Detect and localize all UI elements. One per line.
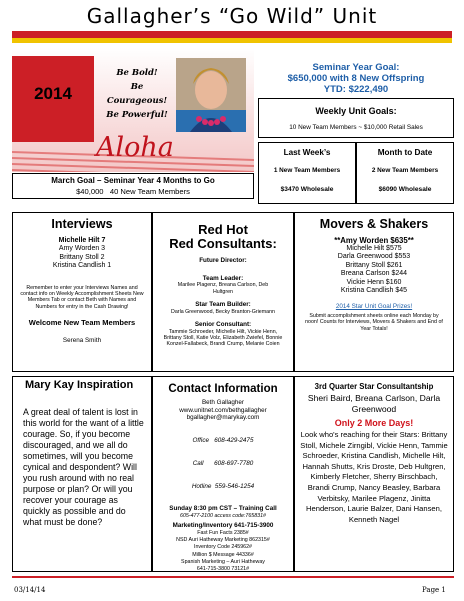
- march-goal-members: 40 New Team Members: [109, 187, 190, 196]
- contact-phone: Hotline 559-546-1254: [191, 482, 255, 490]
- red-hot-title-line-1: Red Hot: [198, 222, 248, 237]
- contact-phone: Call 608-697-7780: [192, 459, 254, 467]
- month-to-date-members: 2 New Team Members: [371, 167, 439, 174]
- slogan-line-3: Be Powerful!: [106, 110, 168, 120]
- last-week-members: 1 New Team Members: [273, 167, 341, 174]
- red-hot-box: [152, 212, 294, 372]
- march-goal-box: [12, 173, 254, 199]
- seminar-goal-title: Seminar Year Goal:: [312, 62, 400, 73]
- senior-names: Tammie Schroeder, Michelle Hilt, Vickie Henn, Brittany Stoll, Katie Volz, Elizabeth Zwiefel, Bonnie Konzel-Fallabeck, Brandi Crump, Melanie Coien: [163, 328, 283, 348]
- movers-item: Vickie Henn $160: [346, 278, 402, 286]
- star-names: Sheri Baird, Breana Carlson, Darla Greenwood: [307, 393, 441, 414]
- seminar-ytd: YTD: $222,490: [323, 84, 389, 95]
- aloha-text: Aloha: [96, 132, 174, 163]
- weekly-goals-box: [258, 98, 454, 138]
- contact-phones: [153, 422, 293, 506]
- march-goal-amount: $40,000: [76, 187, 104, 196]
- movers-list: [295, 245, 453, 295]
- marketing-line: Million $ Message 44336#: [192, 551, 254, 558]
- star-title: 3rd Quarter Star Consultantship: [314, 382, 434, 391]
- movers-top: **Amy Worden $635**: [334, 236, 414, 245]
- contact-website[interactable]: www.unitnet.com/bethgallagher: [179, 406, 267, 414]
- contact-email[interactable]: bgallagher@marykay.com: [186, 414, 260, 422]
- senior-label: Senior Consultant:: [194, 321, 252, 328]
- header-stripe-gold: [12, 38, 452, 43]
- interviews-title: Interviews: [51, 217, 113, 231]
- prizes-link[interactable]: 2014 Star Unit Goal Prizes!: [335, 303, 413, 311]
- red-hot-title: [153, 223, 293, 251]
- weekly-goals-title: Weekly Unit Goals:: [315, 106, 397, 116]
- movers-item: Brittany Stoll $261: [345, 261, 403, 269]
- marketing-line: Fast Fun Facts 2385#: [197, 529, 249, 536]
- footer-rule: [12, 576, 454, 578]
- slogan-line-1: Be Bold!: [116, 68, 158, 78]
- page-title: Gallagher’s “Go Wild” Unit: [86, 4, 378, 28]
- star-reaching: Look who's reaching for their Stars: Brittany Stoll, Michele Zirngibl, Vickie Henn, Tammie Schroeder, Kristina Candlish, Michelle Hilt, Hannah Shutts, Kris Droste, Deb Hultgren, Kimberly Fletcher, Sherry Birschbach, Brandi Crump, Nancy Beasley, Barbara Verbitsky, Marilee Plagenz, Jinitta Henderson, Laurie Balzer, Dani Hansen, Kenneth Nagel: [300, 430, 448, 524]
- contact-phone: Office 608-429-2475: [192, 436, 254, 444]
- interviews-box: [12, 212, 152, 372]
- future-director-label: Future Director:: [199, 257, 247, 264]
- aloha-banner: [12, 48, 254, 172]
- interviews-note: Remember to enter your Interviews Names and contact info on Weekly Accomplishment Sheets New Members Tab or contact Beth with Names and Numbers for entry in the Cash Drawing!: [20, 284, 144, 310]
- marketing-lines: [153, 530, 293, 573]
- marketing-line: NSD Auri Hatheway Marketing 862315#: [176, 537, 270, 544]
- welcome-title: Welcome New Team Members: [28, 318, 136, 328]
- marketing-line: 641-715-3800 73121#: [196, 565, 250, 572]
- weekly-goals-text: 10 New Team Members ~ $10,000 Retail Sales: [289, 124, 423, 131]
- header-stripe-red: [12, 31, 452, 38]
- last-week-wholesale: $3470 Wholesale: [280, 186, 334, 193]
- month-to-date-wholesale: $6090 Wholesale: [378, 186, 432, 193]
- slogan-line-2: Be Courageous!: [106, 82, 168, 106]
- movers-note: Submit accomplishment sheets online each Monday by noon! Counts for Interviews, Movers & Shakers and End of Year Totals!: [305, 313, 443, 332]
- march-goal-detail: [13, 187, 253, 196]
- movers-item: Michelle Hilt $575: [346, 245, 402, 252]
- team-leader-label: Team Leader:: [202, 274, 244, 282]
- footer-date: 03/14/14: [14, 586, 46, 594]
- march-goal-title: March Goal – Seminar Year 4 Months to Go: [51, 176, 215, 185]
- footer-page: Page 1: [422, 586, 446, 594]
- movers-item: Darla Greenwood $553: [337, 253, 411, 261]
- star-box: [294, 376, 454, 572]
- contact-title: Contact Information: [168, 383, 278, 395]
- training-detail: 605-477-2100 access code:765831#: [180, 512, 266, 519]
- training-title: Sunday 8:30 pm CST – Training Call: [169, 505, 277, 513]
- movers-title: Movers & Shakers: [319, 217, 429, 231]
- last-week-box: [258, 142, 356, 204]
- interviews-item: Michelle Hilt 7: [58, 237, 106, 244]
- contact-name: Beth Gallagher: [201, 399, 244, 406]
- star-team-names: Darla Greenwood, Becky Branton-Griemann: [171, 308, 275, 315]
- year-label: 2014: [34, 84, 72, 103]
- star-days: Only 2 More Days!: [334, 418, 414, 428]
- red-hot-title-line-2: Red Consultants:: [169, 236, 277, 251]
- marketing-title: Marketing/Inventory 641-715-3900: [172, 522, 274, 530]
- movers-item: Kristina Candlish $45: [340, 287, 408, 295]
- month-to-date-title: Month to Date: [377, 148, 433, 157]
- inspiration-box: [12, 376, 152, 572]
- interviews-item: Kristina Candlish 1: [52, 262, 112, 270]
- movers-item: Breana Carlson $244: [340, 270, 408, 278]
- interviews-list: [13, 237, 151, 271]
- team-leader-names: Marilee Plagenz, Breana Carlson, Deb Hultgren: [177, 282, 269, 295]
- last-week-title: Last Week’s: [283, 148, 331, 157]
- welcome-names: Serena Smith: [62, 337, 102, 345]
- interviews-item: Amy Worden 3: [58, 245, 106, 253]
- seminar-goal: [258, 62, 454, 95]
- seminar-goal-amount: $650,000 with 8 New Offspring: [287, 73, 425, 84]
- contact-box: [152, 376, 294, 572]
- slogan: [100, 66, 174, 122]
- month-to-date-box: [356, 142, 454, 204]
- marketing-line: Spanish Marketing – Auri Hatheway: [181, 558, 265, 565]
- movers-box: [294, 212, 454, 372]
- marketing-line: Inventory Code 245962#: [193, 544, 252, 551]
- contact-lines: [153, 399, 293, 422]
- star-team-label: Star Team Builder:: [195, 301, 251, 308]
- interviews-item: Brittany Stoll 2: [59, 253, 105, 261]
- inspiration-title: Mary Kay Inspiration: [25, 379, 134, 391]
- inspiration-quote: A great deal of talent is lost in this world for the want of a little courage. So, if you become discouraged, and we all do sometimes, will you become cynical and despondent? Will you rush around with no real purpose or plan? Or will you recover your courage as quickly as possible and do what must be done?: [23, 407, 144, 527]
